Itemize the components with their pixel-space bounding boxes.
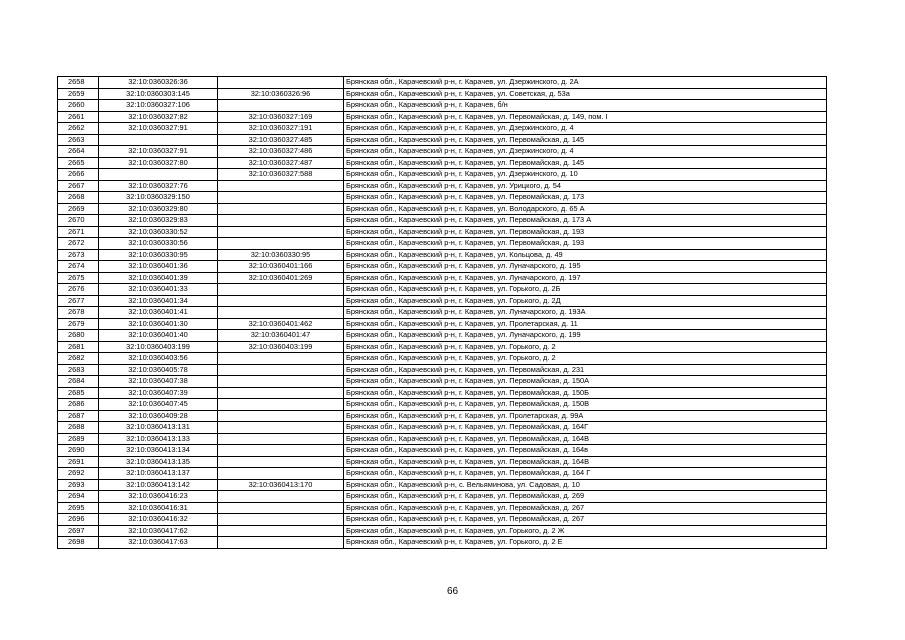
cadastral-number-cell: 32:10:0360330:95 xyxy=(99,249,218,261)
table-row xyxy=(58,341,827,353)
parent-cadastral-number-cell xyxy=(218,364,344,376)
table-row xyxy=(58,169,827,181)
address-cell: Брянская обл., Карачевский р-н, г. Карачев, ул. Первомайская, д. 150Б xyxy=(344,387,827,399)
row-number-cell: 2668 xyxy=(58,192,99,204)
parent-cadastral-number-cell xyxy=(218,180,344,192)
cadastral-number-cell: 32:10:0360327:80 xyxy=(99,157,218,169)
table-row xyxy=(58,364,827,376)
parent-cadastral-number-cell: 32:10:0360403:199 xyxy=(218,341,344,353)
table-row xyxy=(58,353,827,365)
registry-table-body xyxy=(58,77,827,549)
table-row xyxy=(58,456,827,468)
parent-cadastral-number-cell xyxy=(218,100,344,112)
address-cell: Брянская обл., Карачевский р-н, г. Карачев, ул. Пролетарская, д. 11 xyxy=(344,318,827,330)
parent-cadastral-number-cell xyxy=(218,433,344,445)
row-number-cell: 2661 xyxy=(58,111,99,123)
address-cell: Брянская обл., Карачевский р-н, г. Карачев, ул. Луначарского, д. 197 xyxy=(344,272,827,284)
cadastral-number-cell: 32:10:0360327:76 xyxy=(99,180,218,192)
cadastral-number-cell: 32:10:0360405:78 xyxy=(99,364,218,376)
table-row xyxy=(58,307,827,319)
address-cell: Брянская обл., Карачевский р-н, г. Карачев, ул. Первомайская, д. 149, пом. I xyxy=(344,111,827,123)
cadastral-number-cell: 32:10:0360329:83 xyxy=(99,215,218,227)
cadastral-number-cell: 32:10:0360413:133 xyxy=(99,433,218,445)
address-cell: Брянская обл., Карачевский р-н, г. Карачев, ул. Первомайская, д. 173 А xyxy=(344,215,827,227)
parent-cadastral-number-cell xyxy=(218,410,344,422)
row-number-cell: 2666 xyxy=(58,169,99,181)
cadastral-number-cell: 32:10:0360416:31 xyxy=(99,502,218,514)
table-row xyxy=(58,284,827,296)
table-row xyxy=(58,387,827,399)
address-cell: Брянская обл., Карачевский р-н, г. Карачев, ул. Первомайская, д. 145 xyxy=(344,134,827,146)
parent-cadastral-number-cell: 32:10:0360327:487 xyxy=(218,157,344,169)
address-cell: Брянская обл., Карачевский р-н, г. Карачев, ул. Первомайская, д. 269 xyxy=(344,491,827,503)
table-row xyxy=(58,318,827,330)
parent-cadastral-number-cell xyxy=(218,456,344,468)
row-number-cell: 2671 xyxy=(58,226,99,238)
parent-cadastral-number-cell: 32:10:0360327:588 xyxy=(218,169,344,181)
address-cell: Брянская обл., Карачевский р-н, г. Карачев, ул. Первомайская, д. 164 Г xyxy=(344,468,827,480)
table-row xyxy=(58,410,827,422)
address-cell: Брянская обл., Карачевский р-н, г. Карачев, ул. Володарского, д. 65 А xyxy=(344,203,827,215)
parent-cadastral-number-cell xyxy=(218,284,344,296)
parent-cadastral-number-cell: 32:10:0360413:170 xyxy=(218,479,344,491)
table-row xyxy=(58,100,827,112)
row-number-cell: 2672 xyxy=(58,238,99,250)
parent-cadastral-number-cell xyxy=(218,307,344,319)
cadastral-number-cell: 32:10:0360403:56 xyxy=(99,353,218,365)
row-number-cell: 2674 xyxy=(58,261,99,273)
address-cell: Брянская обл., Карачевский р-н, г. Карачев, ул. Урицкого, д. 54 xyxy=(344,180,827,192)
address-cell: Брянская обл., Карачевский р-н, г. Карачев, ул. Пролетарская, д. 99А xyxy=(344,410,827,422)
parent-cadastral-number-cell xyxy=(218,491,344,503)
table-row xyxy=(58,468,827,480)
table-row xyxy=(58,537,827,549)
table-row xyxy=(58,261,827,273)
row-number-cell: 2670 xyxy=(58,215,99,227)
cadastral-number-cell: 32:10:0360417:63 xyxy=(99,537,218,549)
address-cell: Брянская обл., Карачевский р-н, г. Карачев, ул. Советская, д. 53а xyxy=(344,88,827,100)
address-cell: Брянская обл., Карачевский р-н, г. Карачев, ул. Луначарского, д. 195 xyxy=(344,261,827,273)
row-number-cell: 2692 xyxy=(58,468,99,480)
parent-cadastral-number-cell: 32:10:0360326:96 xyxy=(218,88,344,100)
parent-cadastral-number-cell: 32:10:0360327:169 xyxy=(218,111,344,123)
address-cell: Брянская обл., Карачевский р-н, г. Карачев, ул. Первомайская, д. 164в xyxy=(344,445,827,457)
address-cell: Брянская обл., Карачевский р-н, г. Карачев, ул. Первомайская, д. 193 xyxy=(344,226,827,238)
table-row xyxy=(58,226,827,238)
parent-cadastral-number-cell xyxy=(218,422,344,434)
parent-cadastral-number-cell: 32:10:0360401:269 xyxy=(218,272,344,284)
parent-cadastral-number-cell xyxy=(218,387,344,399)
row-number-cell: 2698 xyxy=(58,537,99,549)
row-number-cell: 2663 xyxy=(58,134,99,146)
table-row xyxy=(58,157,827,169)
cadastral-number-cell: 32:10:0360413:131 xyxy=(99,422,218,434)
row-number-cell: 2691 xyxy=(58,456,99,468)
address-cell: Брянская обл., Карачевский р-н, г. Карачев, ул. Первомайская, д. 150А xyxy=(344,376,827,388)
parent-cadastral-number-cell: 32:10:0360330:95 xyxy=(218,249,344,261)
row-number-cell: 2677 xyxy=(58,295,99,307)
cadastral-number-cell: 32:10:0360413:134 xyxy=(99,445,218,457)
address-cell: Брянская обл., Карачевский р-н, г. Карачев, ул. Луначарского, д. 193А xyxy=(344,307,827,319)
cadastral-number-cell: 32:10:0360409:28 xyxy=(99,410,218,422)
row-number-cell: 2690 xyxy=(58,445,99,457)
table-row xyxy=(58,238,827,250)
table-row xyxy=(58,134,827,146)
cadastral-number-cell: 32:10:0360407:38 xyxy=(99,376,218,388)
row-number-cell: 2660 xyxy=(58,100,99,112)
table-row xyxy=(58,249,827,261)
row-number-cell: 2676 xyxy=(58,284,99,296)
row-number-cell: 2669 xyxy=(58,203,99,215)
address-cell: Брянская обл., Карачевский р-н, г. Карачев, ул. Горького, д. 2 xyxy=(344,341,827,353)
address-cell: Брянская обл., Карачевский р-н, г. Карачев, ул. Горького, д. 2Д xyxy=(344,295,827,307)
table-row xyxy=(58,146,827,158)
row-number-cell: 2697 xyxy=(58,525,99,537)
cadastral-number-cell: 32:10:0360303:145 xyxy=(99,88,218,100)
parent-cadastral-number-cell xyxy=(218,226,344,238)
table-row xyxy=(58,445,827,457)
row-number-cell: 2696 xyxy=(58,514,99,526)
parent-cadastral-number-cell xyxy=(218,376,344,388)
cadastral-number-cell xyxy=(99,169,218,181)
page-number: 66 xyxy=(446,586,459,597)
table-row xyxy=(58,203,827,215)
address-cell: Брянская обл., Карачевский р-н, г. Карачев, ул. Первомайская, д. 150В xyxy=(344,399,827,411)
table-row xyxy=(58,502,827,514)
cadastral-number-cell: 32:10:0360416:32 xyxy=(99,514,218,526)
row-number-cell: 2687 xyxy=(58,410,99,422)
row-number-cell: 2695 xyxy=(58,502,99,514)
cadastral-number-cell xyxy=(99,134,218,146)
parent-cadastral-number-cell: 32:10:0360327:485 xyxy=(218,134,344,146)
parent-cadastral-number-cell xyxy=(218,215,344,227)
table-row xyxy=(58,525,827,537)
cadastral-number-cell: 32:10:0360401:41 xyxy=(99,307,218,319)
address-cell: Брянская обл., Карачевский р-н, г. Карачев, ул. Первомайская, д. 193 xyxy=(344,238,827,250)
table-row xyxy=(58,88,827,100)
cadastral-number-cell: 32:10:0360401:30 xyxy=(99,318,218,330)
cadastral-number-cell: 32:10:0360327:91 xyxy=(99,123,218,135)
cadastral-number-cell: 32:10:0360407:39 xyxy=(99,387,218,399)
cadastral-number-cell: 32:10:0360401:39 xyxy=(99,272,218,284)
row-number-cell: 2686 xyxy=(58,399,99,411)
row-number-cell: 2662 xyxy=(58,123,99,135)
cadastral-number-cell: 32:10:0360417:62 xyxy=(99,525,218,537)
row-number-cell: 2678 xyxy=(58,307,99,319)
row-number-cell: 2694 xyxy=(58,491,99,503)
row-number-cell: 2683 xyxy=(58,364,99,376)
row-number-cell: 2693 xyxy=(58,479,99,491)
parent-cadastral-number-cell: 32:10:0360401:47 xyxy=(218,330,344,342)
cadastral-number-cell: 32:10:0360401:33 xyxy=(99,284,218,296)
row-number-cell: 2675 xyxy=(58,272,99,284)
parent-cadastral-number-cell xyxy=(218,77,344,89)
parent-cadastral-number-cell xyxy=(218,353,344,365)
cadastral-number-cell: 32:10:0360326:36 xyxy=(99,77,218,89)
cadastral-number-cell: 32:10:0360330:52 xyxy=(99,226,218,238)
cadastral-number-cell: 32:10:0360401:36 xyxy=(99,261,218,273)
address-cell: Брянская обл., Карачевский р-н, г. Карачев, ул. Первомайская, д. 231 xyxy=(344,364,827,376)
address-cell: Брянская обл., Карачевский р-н, г. Карачев, ул. Горького, д. 2 Е xyxy=(344,537,827,549)
cadastral-number-cell: 32:10:0360330:56 xyxy=(99,238,218,250)
cadastral-number-cell: 32:10:0360401:40 xyxy=(99,330,218,342)
address-cell: Брянская обл., Карачевский р-н, г. Карачев, ул. Первомайская, д. 173 xyxy=(344,192,827,204)
address-cell: Брянская обл., Карачевский р-н, г. Карачев, ул. Луначарского, д. 199 xyxy=(344,330,827,342)
address-cell: Брянская обл., Карачевский р-н, г. Карачев, ул. Дзержинского, д. 4 xyxy=(344,146,827,158)
cadastral-number-cell: 32:10:0360327:91 xyxy=(99,146,218,158)
parent-cadastral-number-cell xyxy=(218,502,344,514)
cadastral-number-cell: 32:10:0360327:106 xyxy=(99,100,218,112)
address-cell: Брянская обл., Карачевский р-н, г. Карачев, ул. Дзержинского, д. 10 xyxy=(344,169,827,181)
cadastral-number-cell: 32:10:0360416:23 xyxy=(99,491,218,503)
address-cell: Брянская обл., Карачевский р-н, г. Карачев, ул. Дзержинского, д. 2А xyxy=(344,77,827,89)
parent-cadastral-number-cell xyxy=(218,537,344,549)
address-cell: Брянская обл., Карачевский р-н, г. Карачев, ул. Горького, д. 2 Ж xyxy=(344,525,827,537)
parent-cadastral-number-cell xyxy=(218,525,344,537)
table-row xyxy=(58,295,827,307)
row-number-cell: 2684 xyxy=(58,376,99,388)
address-cell: Брянская обл., Карачевский р-н, г. Карачев, ул. Горького, д. 2 xyxy=(344,353,827,365)
row-number-cell: 2679 xyxy=(58,318,99,330)
table-row xyxy=(58,422,827,434)
table-row xyxy=(58,272,827,284)
row-number-cell: 2665 xyxy=(58,157,99,169)
table-row xyxy=(58,399,827,411)
cadastral-number-cell: 32:10:0360329:80 xyxy=(99,203,218,215)
parent-cadastral-number-cell xyxy=(218,514,344,526)
parent-cadastral-number-cell xyxy=(218,445,344,457)
address-cell: Брянская обл., Карачевский р-н, г. Карачев, ул. Первомайская, д. 164В xyxy=(344,433,827,445)
parent-cadastral-number-cell: 32:10:0360327:486 xyxy=(218,146,344,158)
address-cell: Брянская обл., Карачевский р-н, г. Карачев, ул. Первомайская, д. 267 xyxy=(344,502,827,514)
table-row xyxy=(58,330,827,342)
parent-cadastral-number-cell xyxy=(218,192,344,204)
cadastral-number-cell: 32:10:0360401:34 xyxy=(99,295,218,307)
cadastral-number-cell: 32:10:0360413:137 xyxy=(99,468,218,480)
row-number-cell: 2673 xyxy=(58,249,99,261)
cadastral-number-cell: 32:10:0360413:135 xyxy=(99,456,218,468)
row-number-cell: 2658 xyxy=(58,77,99,89)
row-number-cell: 2680 xyxy=(58,330,99,342)
parent-cadastral-number-cell xyxy=(218,295,344,307)
table-row xyxy=(58,111,827,123)
address-cell: Брянская обл., Карачевский р-н, г. Карачев, ул. Горького, д. 2Б xyxy=(344,284,827,296)
table-row xyxy=(58,491,827,503)
table-row xyxy=(58,215,827,227)
parent-cadastral-number-cell: 32:10:0360327:191 xyxy=(218,123,344,135)
table-row xyxy=(58,123,827,135)
parent-cadastral-number-cell: 32:10:0360401:166 xyxy=(218,261,344,273)
parent-cadastral-number-cell xyxy=(218,399,344,411)
address-cell: Брянская обл., Карачевский р-н, с. Вельяминова, ул. Садовая, д. 10 xyxy=(344,479,827,491)
cadastral-number-cell: 32:10:0360327:82 xyxy=(99,111,218,123)
row-number-cell: 2685 xyxy=(58,387,99,399)
table-row xyxy=(58,479,827,491)
address-cell: Брянская обл., Карачевский р-н, г. Карачев, ул. Дзержинского, д. 4 xyxy=(344,123,827,135)
row-number-cell: 2659 xyxy=(58,88,99,100)
address-cell: Брянская обл., Карачевский р-н, г. Карачев, ул. Первомайская, д. 164В xyxy=(344,456,827,468)
table-row xyxy=(58,77,827,89)
address-cell: Брянская обл., Карачевский р-н, г. Карачев, ул. Первомайская, д. 267 xyxy=(344,514,827,526)
registry-table xyxy=(57,76,827,549)
table-row xyxy=(58,192,827,204)
table-row xyxy=(58,433,827,445)
parent-cadastral-number-cell xyxy=(218,468,344,480)
table-row xyxy=(58,180,827,192)
address-cell: Брянская обл., Карачевский р-н, г. Карачев, б/н xyxy=(344,100,827,112)
row-number-cell: 2688 xyxy=(58,422,99,434)
parent-cadastral-number-cell: 32:10:0360401:462 xyxy=(218,318,344,330)
table-row xyxy=(58,514,827,526)
row-number-cell: 2681 xyxy=(58,341,99,353)
row-number-cell: 2682 xyxy=(58,353,99,365)
address-cell: Брянская обл., Карачевский р-н, г. Карачев, ул. Кольцова, д. 49 xyxy=(344,249,827,261)
row-number-cell: 2667 xyxy=(58,180,99,192)
address-cell: Брянская обл., Карачевский р-н, г. Карачев, ул. Первомайская, д. 145 xyxy=(344,157,827,169)
row-number-cell: 2689 xyxy=(58,433,99,445)
parent-cadastral-number-cell xyxy=(218,238,344,250)
address-cell: Брянская обл., Карачевский р-н, г. Карачев, ул. Первомайская, д. 164Г xyxy=(344,422,827,434)
cadastral-number-cell: 32:10:0360413:142 xyxy=(99,479,218,491)
cadastral-number-cell: 32:10:0360329:150 xyxy=(99,192,218,204)
parent-cadastral-number-cell xyxy=(218,203,344,215)
cadastral-number-cell: 32:10:0360407:45 xyxy=(99,399,218,411)
row-number-cell: 2664 xyxy=(58,146,99,158)
cadastral-number-cell: 32:10:0360403:199 xyxy=(99,341,218,353)
table-row xyxy=(58,376,827,388)
